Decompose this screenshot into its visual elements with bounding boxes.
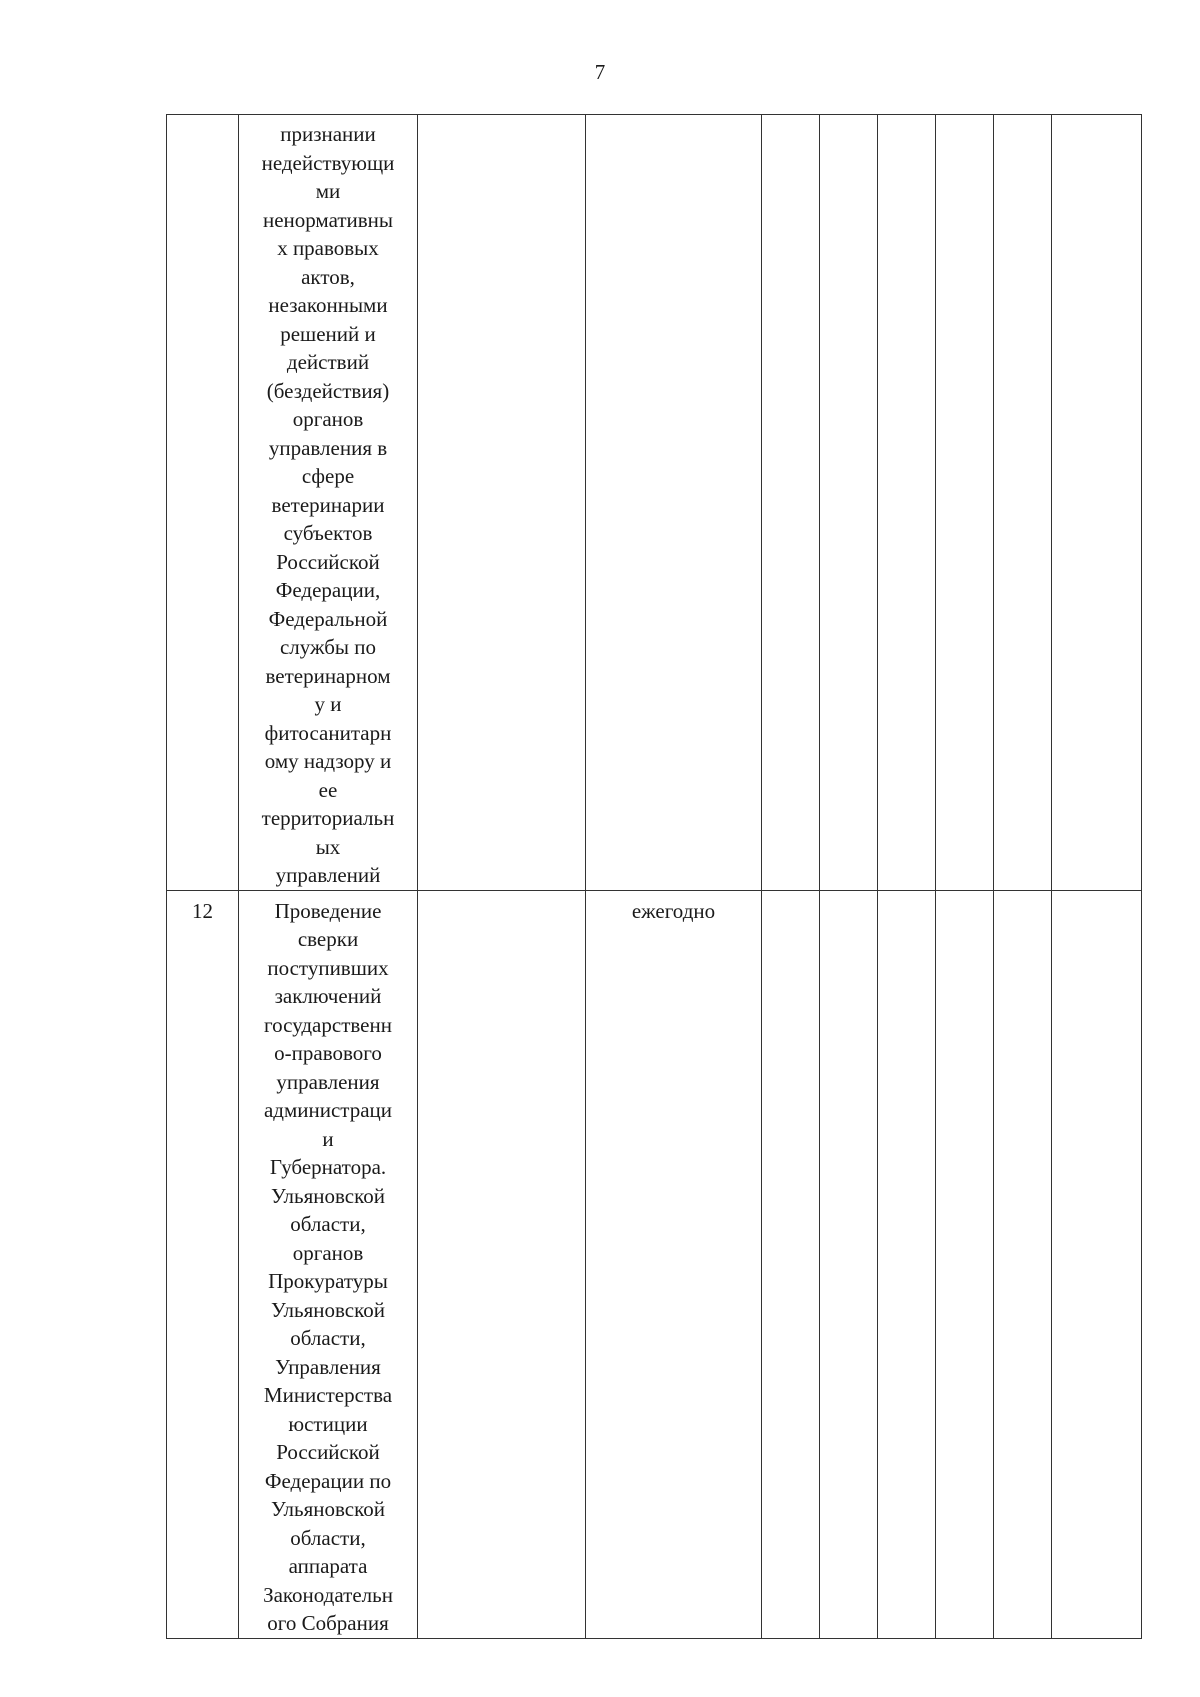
empty-cell xyxy=(878,115,936,891)
empty-cell xyxy=(936,890,994,1638)
empty-cell xyxy=(994,890,1052,1638)
plan-table xyxy=(166,114,1142,1639)
empty-cell xyxy=(1052,115,1142,891)
table-row xyxy=(167,115,1142,891)
empty-cell xyxy=(936,115,994,891)
row-number: 12 xyxy=(192,898,213,923)
description-cell xyxy=(239,115,418,891)
empty-cell xyxy=(762,890,820,1638)
responsible-cell xyxy=(418,115,586,891)
period-cell xyxy=(586,115,762,891)
empty-cell xyxy=(762,115,820,891)
row-number-cell xyxy=(167,890,239,1638)
empty-cell xyxy=(820,890,878,1638)
responsible-cell xyxy=(418,890,586,1638)
page-number: 7 xyxy=(594,60,606,84)
period-cell xyxy=(586,890,762,1638)
empty-cell xyxy=(994,115,1052,891)
row-period: ежегодно xyxy=(631,898,716,923)
description-cell xyxy=(239,890,418,1638)
row-description: признании недействующи ми ненормативны х правовых актов, незаконными решений и действий (бездействия) органов управления в сфере ветеринарии субъектов Российской Федерации, Федеральной службы по ветеринарном у и фитосанитарн ому надзору и ее территориальн ых управлений xyxy=(261,122,395,887)
empty-cell xyxy=(878,890,936,1638)
empty-cell xyxy=(1052,890,1142,1638)
empty-cell xyxy=(820,115,878,891)
row-number-cell xyxy=(167,115,239,891)
table-row xyxy=(167,890,1142,1638)
row-description: Проведение сверки поступивших заключений государственн о-правового управления администраци и Губернатора. Ульяновской области, органов Прокуратуры Ульяновской области, Управления Министерства юстиции Российской Федерации по Ульяновской области, аппарата Законодательн ого Собрания xyxy=(263,898,393,1635)
